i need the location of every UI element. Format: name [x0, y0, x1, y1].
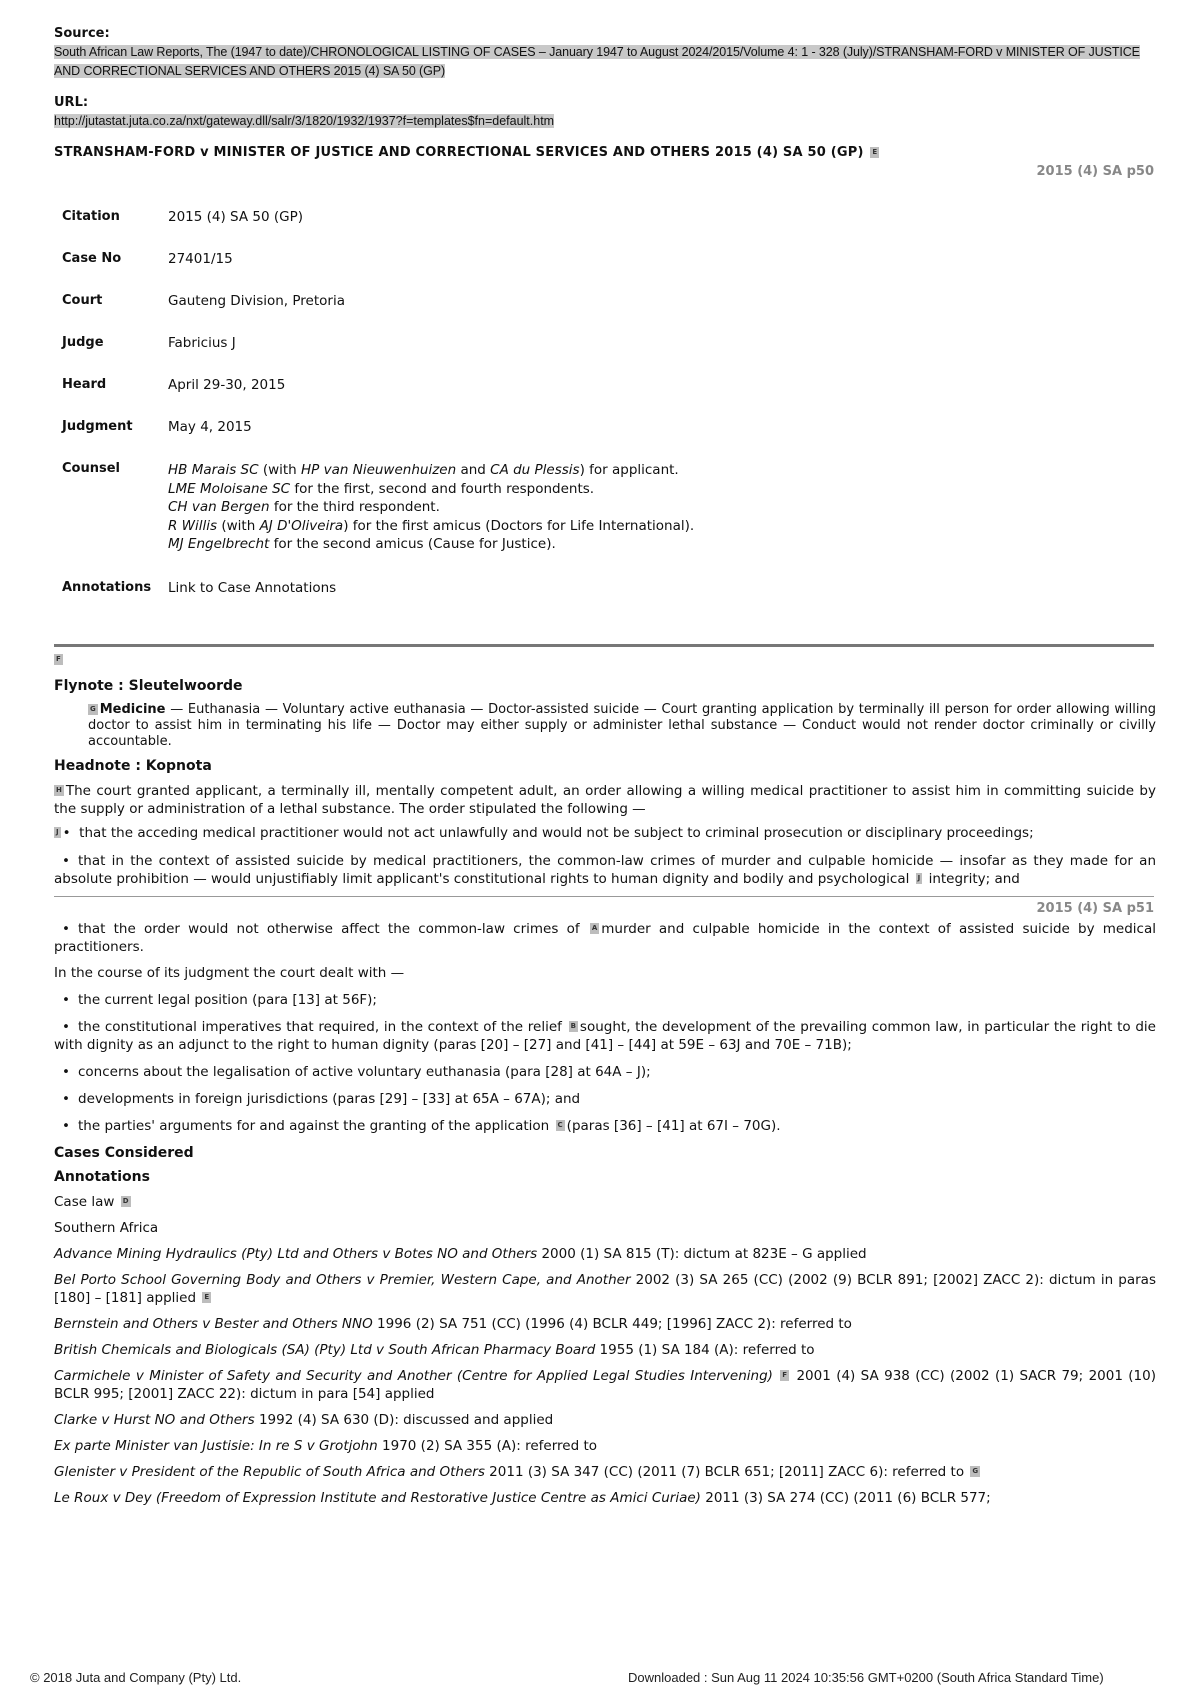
- case-name: Bernstein and Others v Bester and Others NNO: [54, 1315, 373, 1332]
- annotations-heading: Annotations: [54, 1168, 150, 1185]
- counsel-name: CH van Bergen: [168, 499, 270, 515]
- bullet-icon: •: [62, 1018, 70, 1035]
- margin-marker-d: D: [122, 1197, 129, 1205]
- counsel-text: (with: [217, 517, 260, 534]
- meta-key: Judge: [62, 335, 104, 350]
- margin-marker-f: F: [56, 654, 61, 663]
- order-bullet-3: [54, 920, 1156, 956]
- course-bullet: [54, 1117, 1156, 1135]
- course-bullet: [54, 1090, 1156, 1108]
- meta-value: May 4, 2015: [168, 419, 252, 435]
- case-reference: [54, 1463, 1156, 1481]
- section-divider: [54, 644, 1154, 647]
- meta-row-heard: [62, 377, 694, 419]
- source-path: South African Law Reports, The (1947 to date)/CHRONOLOGICAL LISTING OF CASES – January 1947 to August 2024/2015/Volume 4: 1 - 328 (July)/STRANSHAM-FORD v MINISTER OF JUSTICE AND CORRECTIONAL SERVICES AND OTHERS 2015 (4) SA 50 (GP): [54, 45, 1140, 78]
- case-citation: 1955 (1) SA 184 (A): referred to: [595, 1341, 815, 1358]
- case-citation: 2001 (4) SA 938 (CC) (2002 (1) SACR 79; 2001 (10) BCLR 995; [2001] ZACC 22): dictum in para [54] applied: [54, 1367, 1157, 1402]
- case-citation: 1970 (2) SA 355 (A): referred to: [377, 1437, 598, 1454]
- case-name: Le Roux v Dey (Freedom of Expression Institute and Restorative Justice Centre as Amici Curiae): [54, 1489, 701, 1506]
- bullet-icon: •: [62, 920, 70, 937]
- meta-row-counsel: [62, 461, 694, 580]
- margin-marker-c: C: [557, 1121, 563, 1129]
- meta-key: Judgment: [62, 419, 133, 434]
- bullet-icon: •: [62, 1090, 70, 1107]
- margin-marker-e: E: [204, 1293, 210, 1301]
- counsel-text: ) for the first amicus (Doctors for Life International).: [343, 517, 695, 534]
- counsel-text: ) for applicant.: [579, 462, 679, 478]
- counsel-name: LME Moloisane SC: [168, 480, 291, 497]
- bullet-text: the constitutional imperatives that required, in the context of the relief: [78, 1018, 562, 1035]
- margin-marker-j: J: [917, 874, 921, 882]
- page-reference: 2015 (4) SA p51: [1036, 900, 1154, 916]
- counsel-text: (with: [258, 462, 302, 478]
- case-name: Clarke v Hurst NO and Others: [54, 1411, 255, 1428]
- case-reference: [54, 1341, 1156, 1359]
- margin-marker-a: A: [591, 924, 598, 932]
- case-reference: [54, 1245, 1156, 1263]
- counsel-name: HP van Nieuwenhuizen: [301, 462, 457, 478]
- case-name: Advance Mining Hydraulics (Pty) Ltd and Others v Botes NO and Others: [54, 1245, 538, 1262]
- case-reference: [54, 1437, 1156, 1455]
- case-name: British Chemicals and Biologicals (SA) (Pty) Ltd v South African Pharmacy Board: [54, 1341, 596, 1358]
- meta-key: Counsel: [62, 461, 120, 476]
- counsel-text: and: [456, 462, 491, 478]
- case-citation: 1992 (4) SA 630 (D): discussed and applied: [254, 1411, 554, 1428]
- meta-row-judgment: [62, 419, 694, 461]
- case-law-text: Case law: [54, 1193, 115, 1210]
- course-bullet: [54, 1063, 1156, 1081]
- bullet-text: sought, the development of the prevailing common law, in particular the right to die with dignity as an adjunct to the right to human dignity (paras [20] – [27] and [41] – [44] at 59E – 63J and 70E – 71B);: [54, 1018, 1156, 1053]
- case-name: Glenister v President of the Republic of South Africa and Others: [54, 1463, 485, 1480]
- counsel-name: HB Marais SC: [168, 462, 259, 478]
- case-reference: [54, 1271, 1156, 1307]
- meta-row-annotations: [62, 580, 694, 622]
- meta-key: Citation: [62, 209, 120, 224]
- case-law-label: [54, 1193, 1156, 1211]
- meta-key: Annotations: [62, 579, 152, 595]
- case-name: Carmichele v Minister of Safety and Security and Another (Centre for Applied Legal Studies Intervening): [54, 1367, 773, 1384]
- annotations-link[interactable]: Link to Case Annotations: [168, 579, 337, 596]
- case-title: [54, 145, 1154, 160]
- meta-value: Fabricius J: [168, 335, 236, 351]
- headnote-text: The court granted applicant, a terminally ill, mentally competent adult, an order allowing a willing medical practitioner to assist him in committing suicide by the supply or administration of a lethal substance. The order stipulated the following —: [54, 782, 1156, 817]
- meta-row-court: [62, 293, 694, 335]
- meta-value-counsel: [168, 461, 694, 580]
- case-title-text: STRANSHAM-FORD v MINISTER OF JUSTICE AND CORRECTIONAL SERVICES AND OTHERS 2015 (4) SA 50 (GP): [54, 145, 864, 160]
- margin-marker-j: J: [56, 828, 59, 836]
- case-citation: 1996 (2) SA 751 (CC) (1996 (4) BCLR 449; [1996] ZACC 2): referred to: [372, 1315, 852, 1332]
- bullet-text: integrity; and: [928, 870, 1020, 887]
- source-label: Source:: [54, 26, 110, 41]
- course-bullet: [54, 1018, 1156, 1054]
- headnote-paragraph: [54, 782, 1156, 818]
- bullet-icon: •: [62, 824, 71, 841]
- document-page: [54, 26, 1157, 1507]
- bullet-text: the parties' arguments for and against the granting of the application: [78, 1117, 550, 1134]
- margin-marker-b: B: [570, 1022, 576, 1030]
- meta-value: April 29-30, 2015: [168, 377, 286, 393]
- margin-marker-g: G: [90, 704, 96, 713]
- bullet-text: developments in foreign jurisdictions (paras [29] – [33] at 65A – 67A); and: [78, 1090, 581, 1107]
- bullet-text: that in the context of assisted suicide by medical practitioners, the common-law crimes of murder and culpable homicide — insofar as they made for an absolute prohibition — would unjustifiably limit applicant's constitutional rights to human dignity and bodily and psychological: [54, 852, 1156, 887]
- counsel-name: R Willis: [168, 517, 218, 534]
- order-bullet-2: [54, 852, 1156, 888]
- flynote-text: [88, 702, 1156, 750]
- footer-copyright: © 2018 Juta and Company (Pty) Ltd.: [30, 1670, 242, 1685]
- margin-marker-g: G: [972, 1467, 979, 1475]
- cases-considered-heading: Cases Considered: [54, 1144, 194, 1161]
- case-reference: [54, 1315, 1156, 1333]
- page-divider: [54, 896, 1154, 897]
- margin-marker-h: H: [56, 786, 62, 794]
- url-label: URL:: [54, 95, 89, 110]
- meta-value: 27401/15: [168, 251, 233, 267]
- bullet-text: that the acceding medical practitioner would not act unlawfully and would not be subject to criminal prosecution or disciplinary proceedings;: [79, 824, 1034, 841]
- flynote-heading: Flynote : Sleutelwoorde: [54, 677, 243, 694]
- meta-key: Court: [62, 293, 103, 308]
- order-bullet-1: [54, 824, 1156, 842]
- case-name: Ex parte Minister van Justisie: In re S v Grotjohn: [54, 1437, 378, 1454]
- case-metadata-table: [62, 209, 694, 622]
- case-citation: 2011 (3) SA 274 (CC) (2011 (6) BCLR 577;: [700, 1489, 991, 1506]
- page-reference: 2015 (4) SA p50: [1036, 164, 1154, 179]
- bullet-text: concerns about the legalisation of active voluntary euthanasia (para [28] at 64A – J);: [78, 1063, 651, 1080]
- case-reference: [54, 1489, 1156, 1507]
- counsel-text: for the first, second and fourth respondents.: [290, 480, 595, 497]
- flynote-subject: Medicine: [99, 701, 166, 717]
- bullet-icon: •: [62, 1117, 70, 1134]
- bullet-icon: •: [62, 1063, 70, 1080]
- case-citation: 2011 (3) SA 347 (CC) (2011 (7) BCLR 651; [2011] ZACC 6): referred to: [484, 1463, 965, 1480]
- counsel-text: for the third respondent.: [269, 499, 440, 515]
- url-link[interactable]: http://jutastat.juta.co.za/nxt/gateway.dll/salr/3/1820/1932/1937?f=templates$fn=default.htm: [54, 114, 555, 128]
- meta-row-judge: [62, 335, 694, 377]
- bullet-text: the current legal position (para [13] at 56F);: [78, 991, 377, 1008]
- case-citation: 2002 (3) SA 265 (CC) (2002 (9) BCLR 891; [2002] ZACC 2): dictum in paras [180] – [181] applied: [54, 1271, 1156, 1306]
- meta-key: Case No: [62, 251, 122, 266]
- case-name: Bel Porto School Governing Body and Others v Premier, Western Cape, and Another: [54, 1271, 631, 1288]
- counsel-name: CA du Plessis: [490, 462, 580, 478]
- counsel-name: MJ Engelbrecht: [168, 536, 270, 552]
- bullet-text: murder and culpable homicide in the context of assisted suicide by medical practitioners.: [54, 920, 1156, 955]
- case-reference: [54, 1411, 1156, 1429]
- meta-value: 2015 (4) SA 50 (GP): [168, 209, 304, 225]
- course-bullet: [54, 991, 1156, 1009]
- bullet-text: that the order would not otherwise affect the common-law crimes of: [78, 920, 580, 937]
- meta-key: Heard: [62, 377, 107, 392]
- margin-marker-e: E: [872, 148, 878, 156]
- meta-row-citation: [62, 209, 694, 251]
- bullet-text: (paras [36] – [41] at 67I – 70G).: [566, 1117, 781, 1134]
- bullet-icon: •: [62, 991, 70, 1008]
- jurisdiction-label: Southern Africa: [54, 1219, 159, 1236]
- case-reference: [54, 1367, 1156, 1403]
- headnote-heading: Headnote : Kopnota: [54, 757, 212, 774]
- bullet-icon: •: [62, 852, 70, 869]
- meta-value: Gauteng Division, Pretoria: [168, 293, 345, 309]
- case-citation: 2000 (1) SA 815 (T): dictum at 823E – G applied: [537, 1245, 867, 1262]
- meta-row-case-no: [62, 251, 694, 293]
- flynote-body: — Euthanasia — Voluntary active euthanasia — Doctor-assisted suicide — Court granting application by terminally ill person for order allowing willing doctor to assist him in terminating his life — Doctor may either supply or administer lethal substance — Conduct would not render doctor criminally or civilly accountable.: [88, 701, 1156, 749]
- footer-download-timestamp: Downloaded : Sun Aug 11 2024 10:35:56 GMT+0200 (South Africa Standard Time): [628, 1670, 1104, 1685]
- counsel-text: for the second amicus (Cause for Justice).: [269, 536, 556, 552]
- counsel-name: AJ D'Oliveira: [259, 517, 344, 534]
- margin-marker-f: F: [782, 1371, 788, 1379]
- course-intro: In the course of its judgment the court dealt with —: [54, 964, 405, 981]
